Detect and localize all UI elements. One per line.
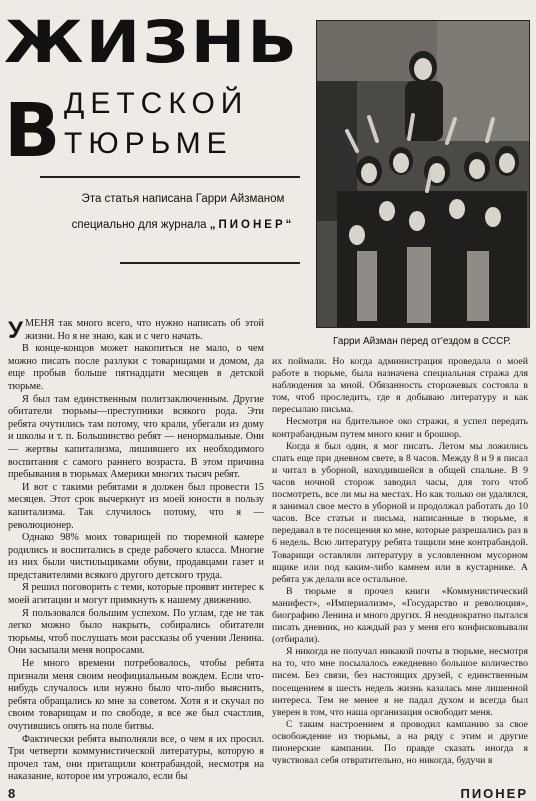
intro-line-1: Эта статья написана Гарри Айзманом	[81, 193, 285, 205]
photo-caption: Гарри Айзман перед от'ездом в СССР.	[333, 336, 511, 347]
paragraph: Я пользовался большим успехом. По углам, где не так легко можно было накрыть, собирались обитатели тюрьмы, чтоб послушать мои рассказы об учении Ленина. Они засыпали меня вопросами.	[8, 607, 264, 657]
drop-cap: У	[8, 317, 23, 344]
intro-block	[58, 186, 308, 238]
paragraph: В конце-концов может накопиться не мало, о чем можно писать после разлуки с товарищами и домом, да еще пробыв больше пятнадцати месяцев в детской тюрьме.	[8, 343, 264, 392]
divider-bottom	[120, 262, 300, 264]
paragraph: их поймали. Но когда администрация проведала о моей работе в тюрьме, была назначена специальная стража для наблюдения за мной. Обязанность сторожевых состояла в том, чтоб проследить, где я добываю литературу и как пересылаю письма.	[272, 356, 528, 416]
article-column-left	[8, 318, 264, 784]
paragraph: Я никогда не получал никакой почты в тюрьме, несмотря на то, что мне посылалось ежедневно большое количество писем. Без связи, без настоящих друзей, с единственным посещением в шесть недель жизнь казалась мне лишенной интереса. Тем не менее я не падал духом и всегда был уверен в том, что наша организация освободит меня.	[272, 646, 528, 718]
paragraph: Когда я был один, я мог писать. Летом мы ложились спать еще при дневном свете, в 8 часов. Между 8 и 9 я писал и читал в уборной, находившейся в общей спальне. В 9 часов ночной сторож заводил часы, для того чтоб посмотреть, все ли мы на местах. Но как только он удалялся, я занимал свое место в уборной и продолжал работать до 10 часов. Все статьи и письма, написанные в тюрьме, я передавал в те посещения ко мне, которые разрешались раз в 6 недель. Всю литературу ребята тащили мне контрабандой. Товарищи оставляли литературу в условленном мусорном ящике или под каким-либо камнем или в кустарнике. А ребята уж делали все остальное.	[272, 440, 528, 585]
footer-magazine-name: ПИОНЕР	[460, 786, 528, 801]
intro-line-2-prefix: специально для журнала	[71, 219, 207, 231]
paragraph-text: МЕНЯ так много всего, что нужно написать об этой жизни. Но я не знаю, как и с чего начать.	[24, 318, 264, 342]
article-column-right	[272, 356, 528, 767]
paragraph: Не много времени потребовалось, чтобы ребята признали меня своим неофициальным вождем. Если что-нибудь случалось или нужно было что-либо выяснить, ребята обращались ко мне за советом. Хотя я и скучал по своим товарищам и по свободе, я все же был счастлив, очутившись опять на поле битвы.	[8, 658, 264, 732]
intro-line-2	[58, 212, 308, 238]
paragraph: Однако 98% моих товарищей по тюремной камере родились и воспитались в среде рабочего класса. Многие из них были чистильщиками обуви, продавцами газет и представителями всякого другого детского труда.	[8, 532, 264, 581]
divider-top	[40, 176, 300, 178]
paragraph: В тюрьме я прочел книги «Коммунистический манифест», «Империализм», «Государство и революция», биографию Ленина и много других. Я неоднократно пытался писать дневник, но каждый раз у меня его конфисковывали (отбирали).	[272, 585, 528, 646]
paragraph	[8, 318, 264, 343]
paragraph: И вот с такими ребятами я должен был провести 15 месяцев. Этот срок вычеркнут из моей юности в пользу капитализма. Так случилось потому, что я — революционер.	[8, 481, 264, 531]
paragraph: Я был там единственным политзаключенным. Другие обитатели тюрьмы—преступники всякого рода. Эти ребята очутились там потому, что крали, убегали из дому и школы и т. п. Большинство ребят — ненормальные. Они — жертвы капитализма, лишившего их необходимого воспитания с самого раннего возраста. В этом причина пребывания в тюрьмах Америки многих тысяч ребят.	[8, 393, 264, 481]
title-line-detskoy: ДЕТСКОЙ	[64, 87, 249, 120]
title-line-tyurme: ТЮРЬМЕ	[64, 127, 233, 160]
photo-image	[317, 21, 529, 327]
paragraph: Несмотря на бдительное око стражи, я успел передать контрабандным путем много книг и брошюр.	[272, 416, 528, 440]
paragraph: Фактически ребята выполняли все, о чем я их просил. Три четверти коммунистической литературы, которую я прочел там, они притащили контрабандой, несмотря на наказание, которое им угрожало, если бы	[8, 733, 264, 783]
intro-magazine-name: „ПИОНЕР“	[209, 219, 295, 231]
title-word-zhizn: ЖИЗНЬ	[4, 8, 300, 76]
paragraph: Я решил поговорить с теми, которые проявят интерес к моей агитации и могут примкнуть к нашему движению.	[8, 582, 264, 607]
photo-harry-aizman	[316, 20, 530, 328]
paragraph: С таким настроением я проводил кампанию за свое освобождение из тюрьмы, а на ряду с этим и другие пионерские кампании. По правде сказать иногда я чувствовал себя отвратительно, но никогда, будучи в	[272, 718, 528, 767]
title-big-letter: В	[4, 88, 61, 174]
page-number: 8	[8, 786, 16, 801]
